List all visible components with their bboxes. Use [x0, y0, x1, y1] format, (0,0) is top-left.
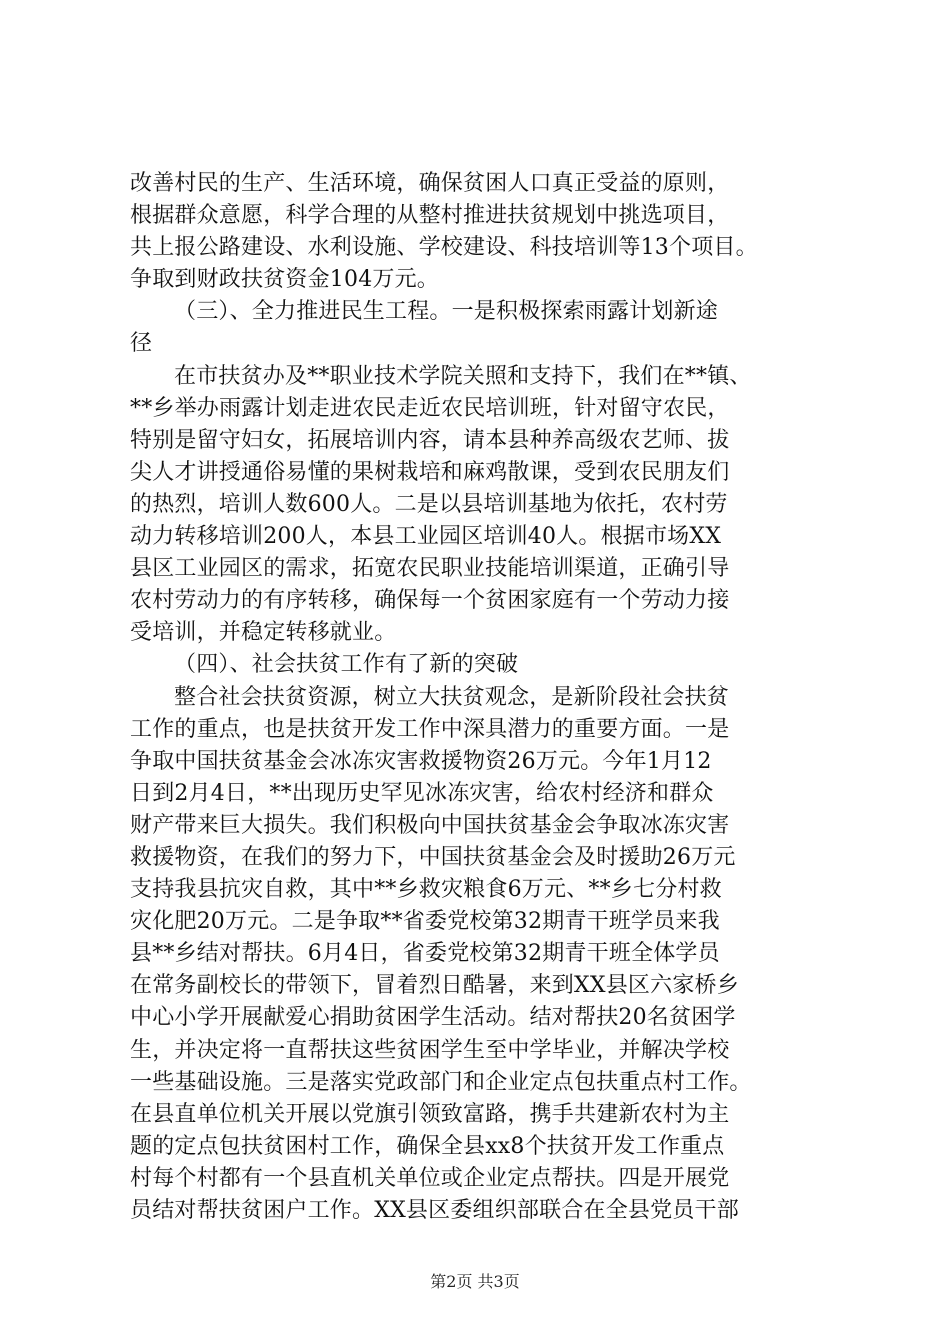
- section-heading-3: （三）、全力推进民生工程。一是积极探索雨露计划新途: [174, 299, 719, 325]
- text-line: 争取到财政扶贫资金104万元。: [130, 267, 439, 293]
- paragraph-start: 在市扶贫办及**职业技术学院关照和支持下，我们在**镇、: [174, 363, 752, 389]
- text-line: 根据群众意愿，科学合理的从整村推进扶贫规划中挑选项目，: [130, 203, 730, 229]
- text-line: 救援物资，在我们的努力下，中国扶贫基金会及时援助26万元: [130, 844, 736, 870]
- text-line: 特别是留守妇女，拓展培训内容，请本县种养高级农艺师、拔: [130, 427, 730, 453]
- text-line: 在县直单位机关开展以党旗引领致富路，携手共建新农村为主: [130, 1101, 730, 1127]
- text-line: 支持我县抗灾自救，其中**乡救灾粮食6万元、**乡七分村救: [130, 877, 722, 903]
- text-line: 工作的重点，也是扶贫开发工作中深具潜力的重要方面。一是: [130, 716, 730, 742]
- text-line: 员结对帮扶贫困户工作。XX县区委组织部联合在全县党员干部: [130, 1198, 739, 1223]
- text-line: 动力转移培训200人，本县工业园区培训40人。根据市场XX: [130, 524, 722, 550]
- text-line: 尖人才讲授通俗易懂的果树栽培和麻鸡散课，受到农民朋友们: [130, 459, 730, 485]
- text-line: **乡举办雨露计划走进农民走近农民培训班，针对留守农民，: [130, 395, 730, 421]
- text-line: 改善村民的生产、生活环境，确保贫困人口真正受益的原则，: [130, 171, 730, 196]
- body-text: [130, 168, 830, 1227]
- text-line: 争取中国扶贫基金会冰冻灾害救援物资26万元。今年1月12: [130, 748, 712, 774]
- text-line: 一些基础设施。三是落实党政部门和企业定点包扶重点村工作。: [130, 1069, 752, 1095]
- text-line: 中心小学开展献爱心捐助贫困学生活动。结对帮扶20名贫困学: [130, 1005, 736, 1031]
- text-line: 受培训，并稳定转移就业。: [130, 620, 397, 646]
- text-line: 日到2月4日，**出现历史罕见冰冻灾害，给农村经济和群众: [130, 780, 714, 806]
- text-line: 村每个村都有一个县直机关单位或企业定点帮扶。四是开展党: [130, 1165, 730, 1191]
- text-line: 径: [130, 331, 153, 357]
- text-line: 题的定点包扶贫困村工作，确保全县xx8个扶贫开发工作重点: [130, 1133, 725, 1159]
- text-line: 共上报公路建设、水利设施、学校建设、科技培训等13个项目。: [130, 235, 758, 261]
- text-line: 生，并决定将一直帮扶这些贫困学生至中学毕业，并解决学校: [130, 1037, 730, 1063]
- text-line: 灾化肥20万元。二是争取**省委党校第32期青干班学员来我: [130, 909, 720, 935]
- paragraph-start: 整合社会扶贫资源，树立大扶贫观念，是新阶段社会扶贫: [174, 684, 730, 710]
- text-line: 县区工业园区的需求，拓宽农民职业技能培训渠道，正确引导: [130, 556, 730, 582]
- text-line: 在常务副校长的带领下，冒着烈日酷暑，来到XX县区六家桥乡: [130, 973, 739, 999]
- section-heading-4: （四）、社会扶贫工作有了新的突破: [174, 652, 519, 678]
- text-line: 财产带来巨大损失。我们积极向中国扶贫基金会争取冰冻灾害: [130, 812, 730, 838]
- text-line: 农村劳动力的有序转移，确保每一个贫困家庭有一个劳动力接: [130, 588, 730, 614]
- text-line: 的热烈，培训人数600人。二是以县培训基地为依托，农村劳: [130, 491, 728, 517]
- text-line: 县**乡结对帮扶。6月4日，省委党校第32期青干班全体学员: [130, 941, 720, 967]
- page-number-footer: 第2页 共3页: [430, 1272, 520, 1291]
